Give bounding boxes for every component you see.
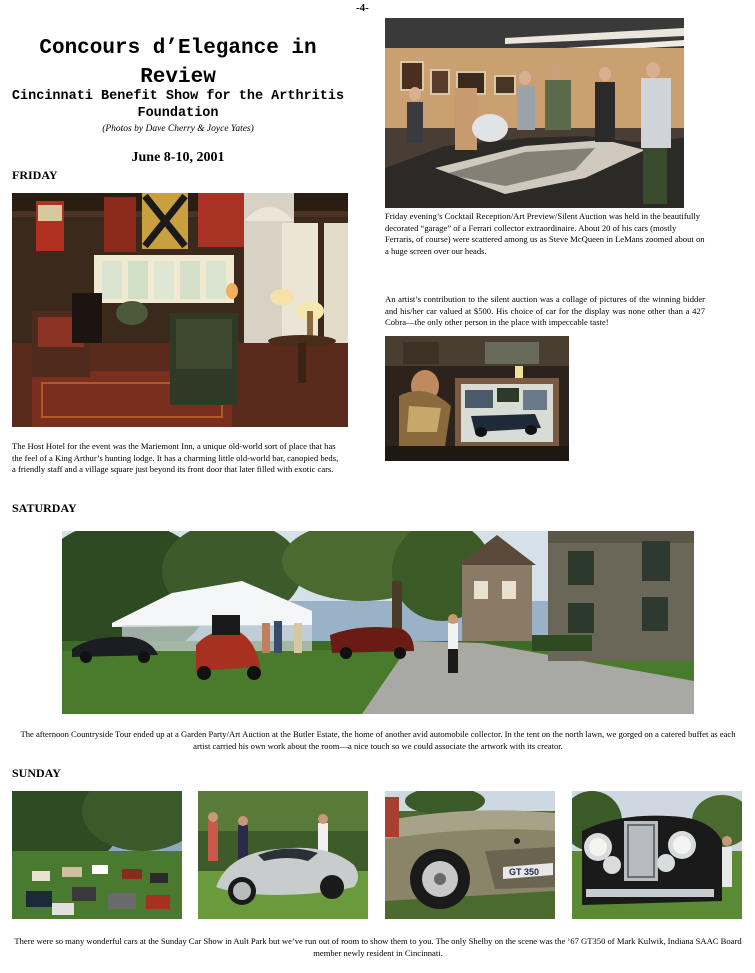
photo-artist-collage (385, 336, 569, 461)
photo-garden-party (62, 531, 694, 714)
photo-ault-park-field (12, 791, 182, 919)
caption-sunday-show: There were so many wonderful cars at the Sunday Car Show in Ault Park but we’ve run out of room to show them to you. The only Shelby on the scene was the ’67 GT350 of Mark Kulwik, Indiana SAAC Board member newly resident in Cincinnati. (14, 936, 742, 958)
caption-host-hotel: The Host Hotel for the event was the Mariemont Inn, a unique old-world sort of place that has the feel of a King Arthur’s hunting lodge. It has a charming little old-world bar, canopied beds, a friendly staff and a village square just beyond its front door that later filled with exotic cars. (12, 441, 339, 475)
caption-artist-contribution: An artist’s contribution to the silent auction was a collage of pictures of the winning bidder and his/her car valued at $500. His choice of car for the display was none other than a 427 Cobra—the only other person in the place with impeccable taste! (385, 294, 705, 328)
photo-credit: (Photos by Dave Cherry & Joyce Yates) (102, 124, 254, 134)
page-subtitle: Cincinnati Benefit Show for the Arthritis Foundation (11, 89, 345, 121)
caption-cocktail-reception: Friday evening’s Cocktail Reception/Art Preview/Silent Auction was held in the beautifully decorated “garage” of a Ferrari collector extraordinaire. About 20 of his cars (mostly Ferraris, of course) were scattered among us as Steve McQueen in LeMans zoomed about on a huge screen over our heads. (385, 211, 705, 256)
photo-classic-duesenberg (572, 791, 742, 919)
page-title: Concours d’Elegance in Review (39, 37, 317, 89)
section-heading-friday: FRIDAY (12, 168, 58, 182)
caption-garden-party: The afternoon Countryside Tour ended up at a Garden Party/Art Auction at the Butler Estate, the home of another avid automobile collector. In the tent on the north lawn, we gorged on a catered buffet as each artist carried his own work about the room—a nice touch so we could associate the artwork with its creator. (20, 729, 736, 751)
photo-shelby-gt350 (385, 791, 555, 919)
page-number: -4- (356, 2, 369, 14)
section-heading-sunday: SUNDAY (12, 766, 61, 780)
photo-silver-streamliner (198, 791, 368, 919)
event-dates: June 8-10, 2001 (131, 150, 225, 165)
gt350-badge: GT 350 (509, 867, 540, 877)
photo-cocktail-reception (385, 18, 684, 208)
photo-hotel-lobby (12, 193, 348, 427)
section-heading-saturday: SATURDAY (12, 501, 77, 515)
